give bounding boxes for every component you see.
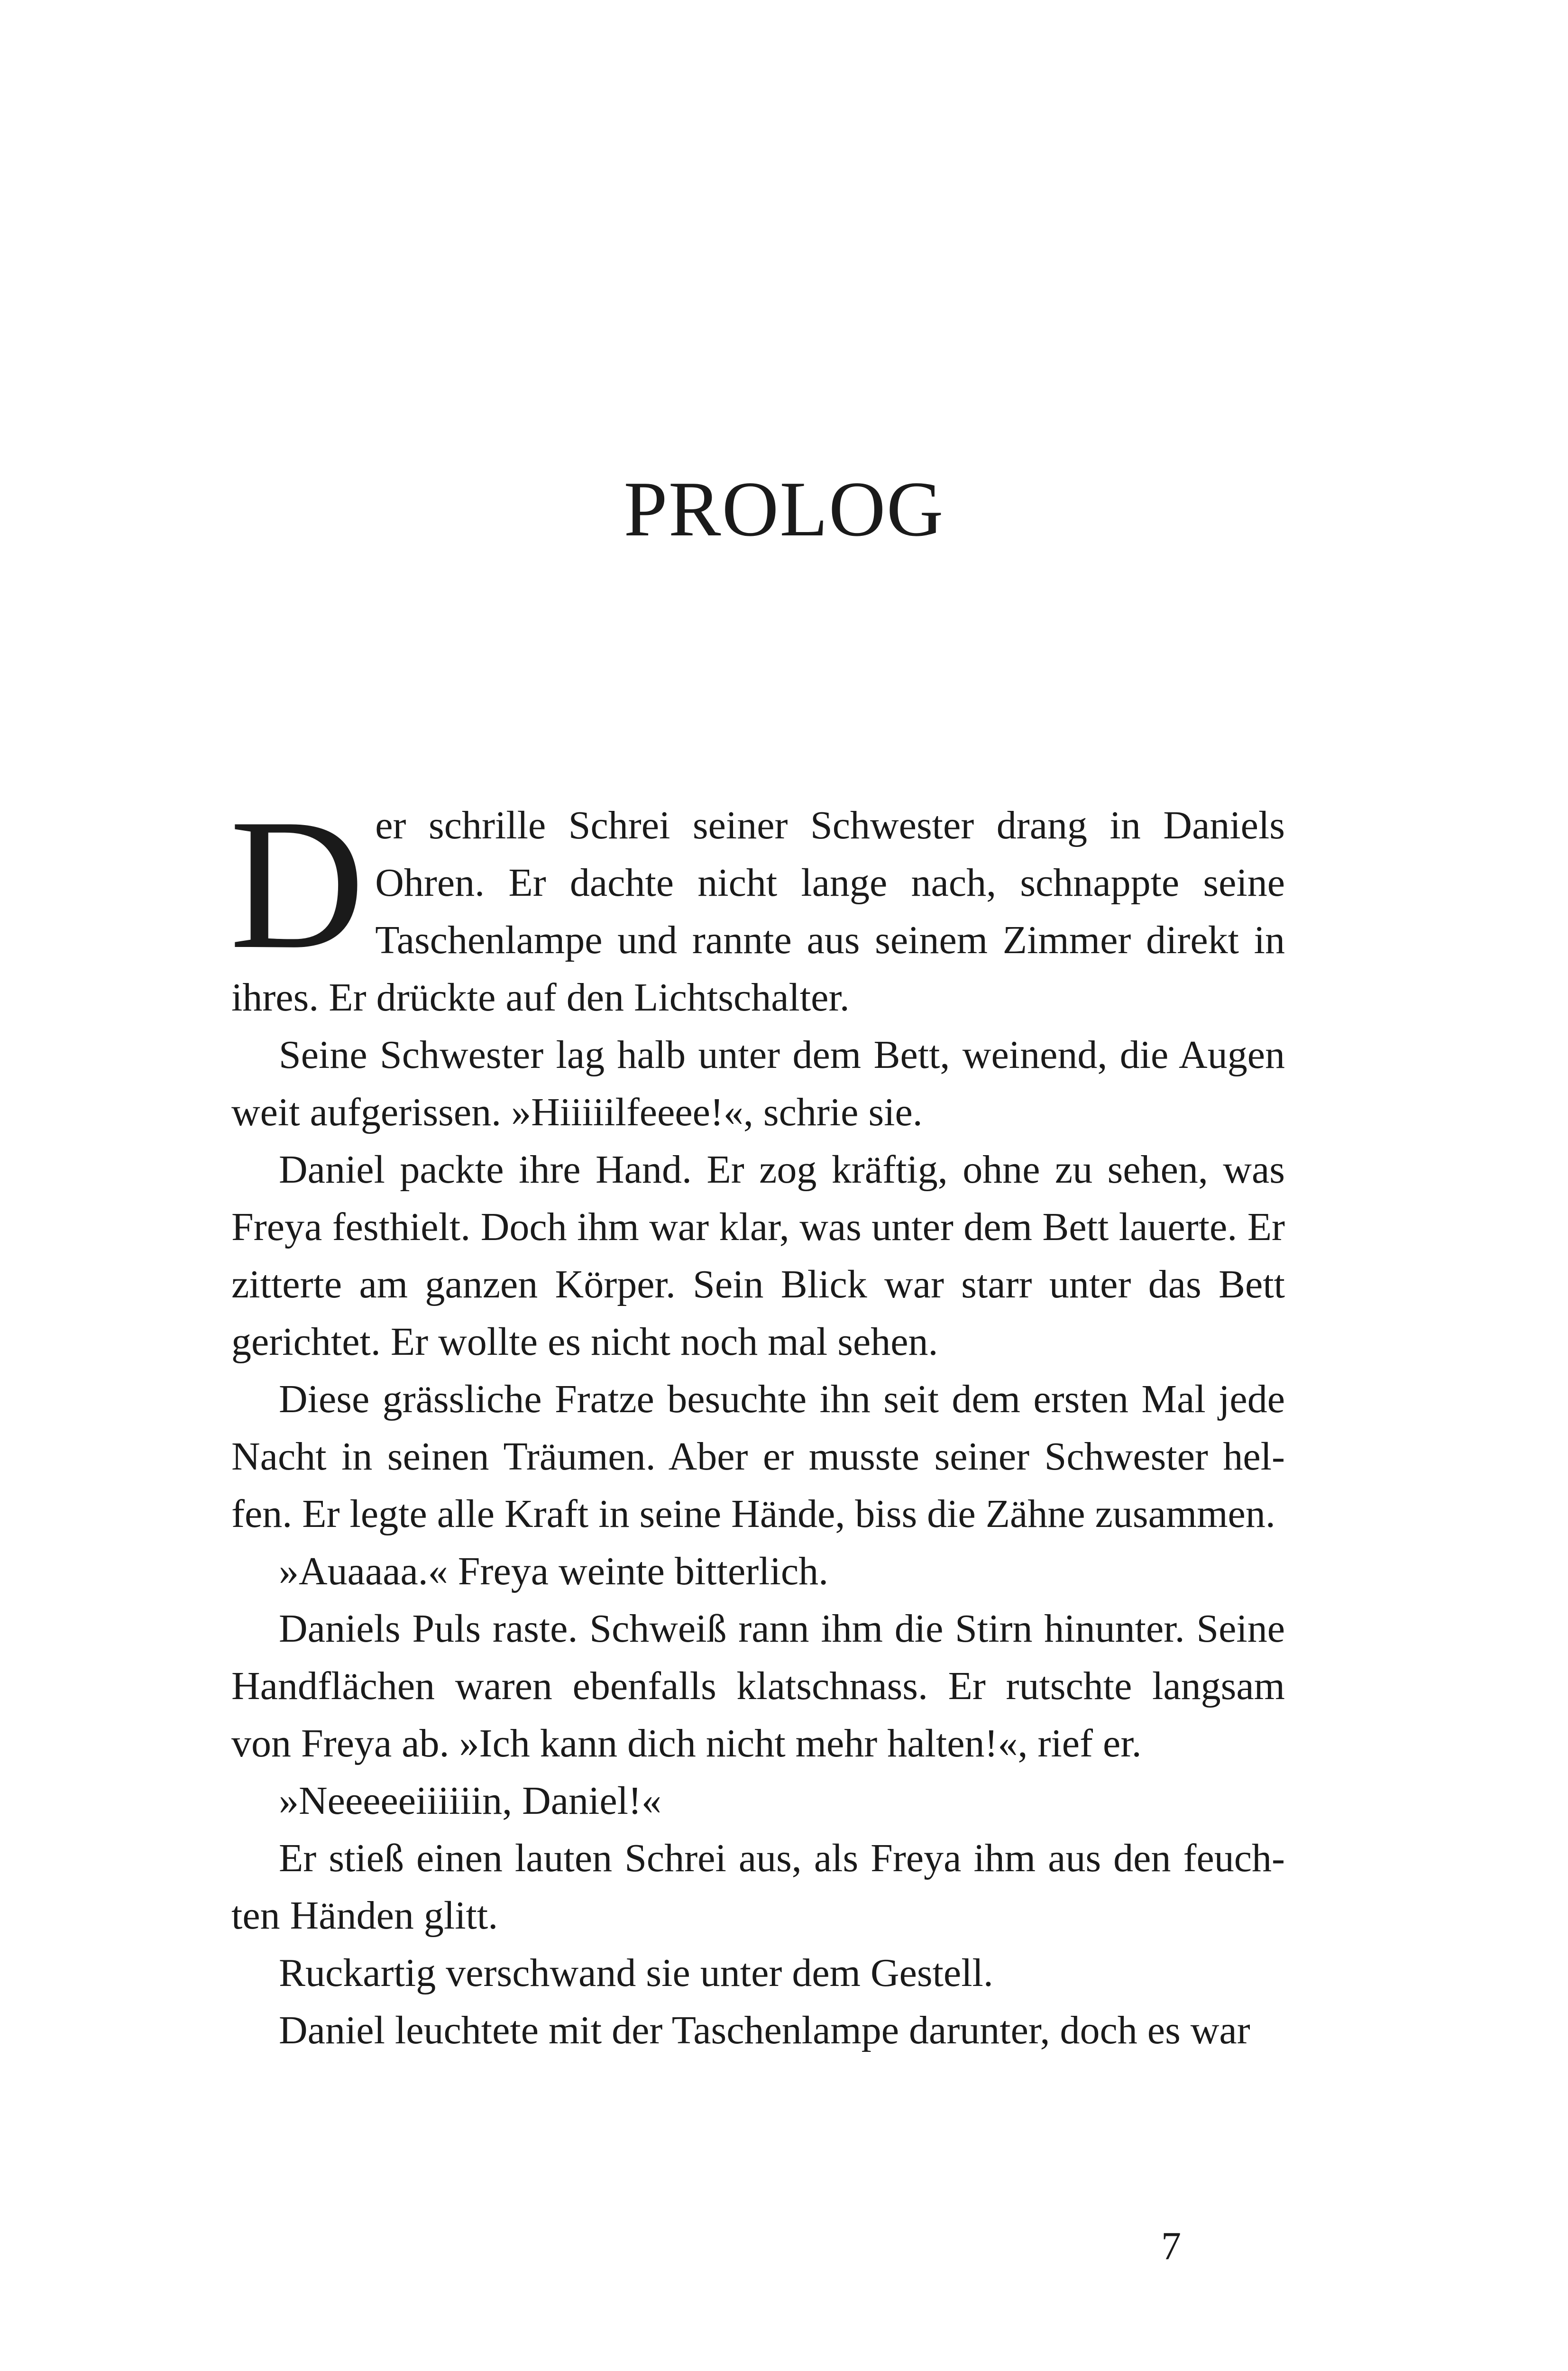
paragraph: Daniels Puls raste. Schweiß rann ihm die Stirn hinunter. Seine Handflächen waren ebenfalls klatschnass. Er rutschte langsam von Freya ab. »Ich kann dich nicht mehr halten!«, rief er. <box>231 1607 1285 1765</box>
drop-cap: D <box>229 781 365 988</box>
paragraph: Daniel leuchtete mit der Taschenlampe darunter, doch es war <box>279 2008 1250 2052</box>
paragraph: Seine Schwester lag halb unter dem Bett, weinend, die Augen weit aufgerissen. »Hiiiiilfeeee!«, schrie sie. <box>231 1033 1285 1134</box>
paragraph <box>229 781 1285 1026</box>
body-text <box>229 781 1285 2059</box>
paragraph-text: er schrille Schrei seiner Schwester drang in Daniels Ohren. Er dachte nicht lange nach, schnappte seine Taschenlampe und rannte aus seinem Zimmer direkt in ihres. Er drückte auf den Lichtschalter. <box>231 803 1285 1020</box>
paragraph: »Neeeeeiiiiiin, Daniel!« <box>279 1779 661 1823</box>
page-number: 7 <box>1161 2224 1181 2268</box>
paragraph: Diese grässliche Fratze besuchte ihn seit dem ersten Mal jede Nacht in seinen Träumen. Aber er musste seiner Schwester helfen. Er legte alle Kraft in seine Hände, biss die Zähne zusammen. <box>231 1377 1285 1536</box>
paragraph: Daniel packte ihre Hand. Er zog kräftig, ohne zu sehen, was Freya festhielt. Doch ihm war klar, was unter dem Bett lauerte. Er zitterte am ganzen Körper. Sein Blick war starr unter das Bett gerichtet. Er wollte es nicht noch mal sehen. <box>231 1148 1285 1364</box>
paragraph: Er stieß einen lauten Schrei aus, als Freya ihm aus den feuchten Händen glitt. <box>231 1836 1285 1938</box>
paragraph: »Auaaaa.« Freya weinte bitterlich. <box>279 1549 829 1593</box>
paragraph: Ruckartig verschwand sie unter dem Gestell. <box>279 1951 993 1995</box>
chapter-title: PROLOG <box>624 465 944 552</box>
